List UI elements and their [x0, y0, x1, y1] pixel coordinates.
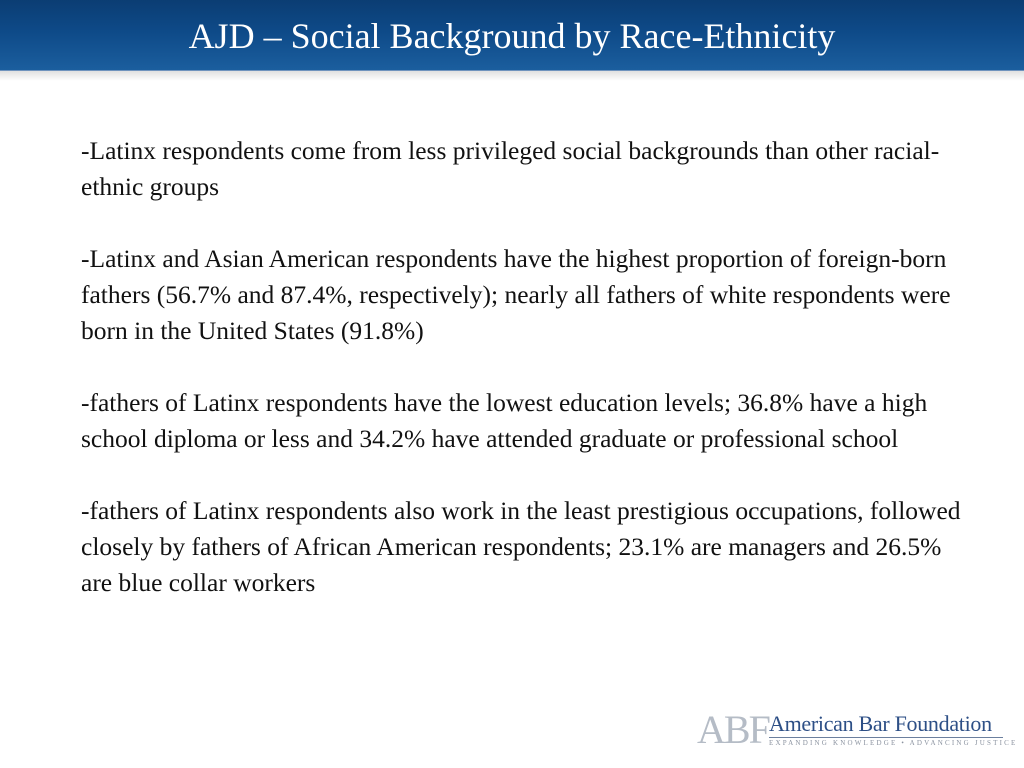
title-shadow [0, 71, 1024, 81]
abf-logo-tagline: EXPANDING KNOWLEDGE • ADVANCING JUSTICE [769, 739, 1018, 747]
slide-title: AJD – Social Background by Race-Ethnicity [188, 16, 836, 56]
abf-logo-name: American Bar Foundation [769, 711, 992, 736]
bullet-paragraph: -fathers of Latinx respondents also work in the least prestigious occupations, followed closely by fathers of African American respondents; 23.1% are managers and 26.5% are blue collar workers [81, 496, 961, 597]
slide-body [81, 133, 961, 637]
bullet-paragraph: -Latinx respondents come from less privileged social backgrounds than other racial-ethnic groups [81, 136, 940, 201]
logo-divider [769, 737, 1003, 738]
abf-logo [697, 707, 1018, 752]
bullet-paragraph: -Latinx and Asian American respondents have the highest proportion of foreign-born fathers (56.7% and 87.4%, respectively); nearly all fathers of white respondents were born in the United States (91.8%) [81, 244, 951, 345]
abf-logo-mark: ABF [697, 707, 769, 752]
title-bar [0, 0, 1024, 71]
bullet-paragraph: -fathers of Latinx respondents have the lowest education levels; 36.8% have a high school diploma or less and 34.2% have attended graduate or professional school [81, 388, 928, 453]
